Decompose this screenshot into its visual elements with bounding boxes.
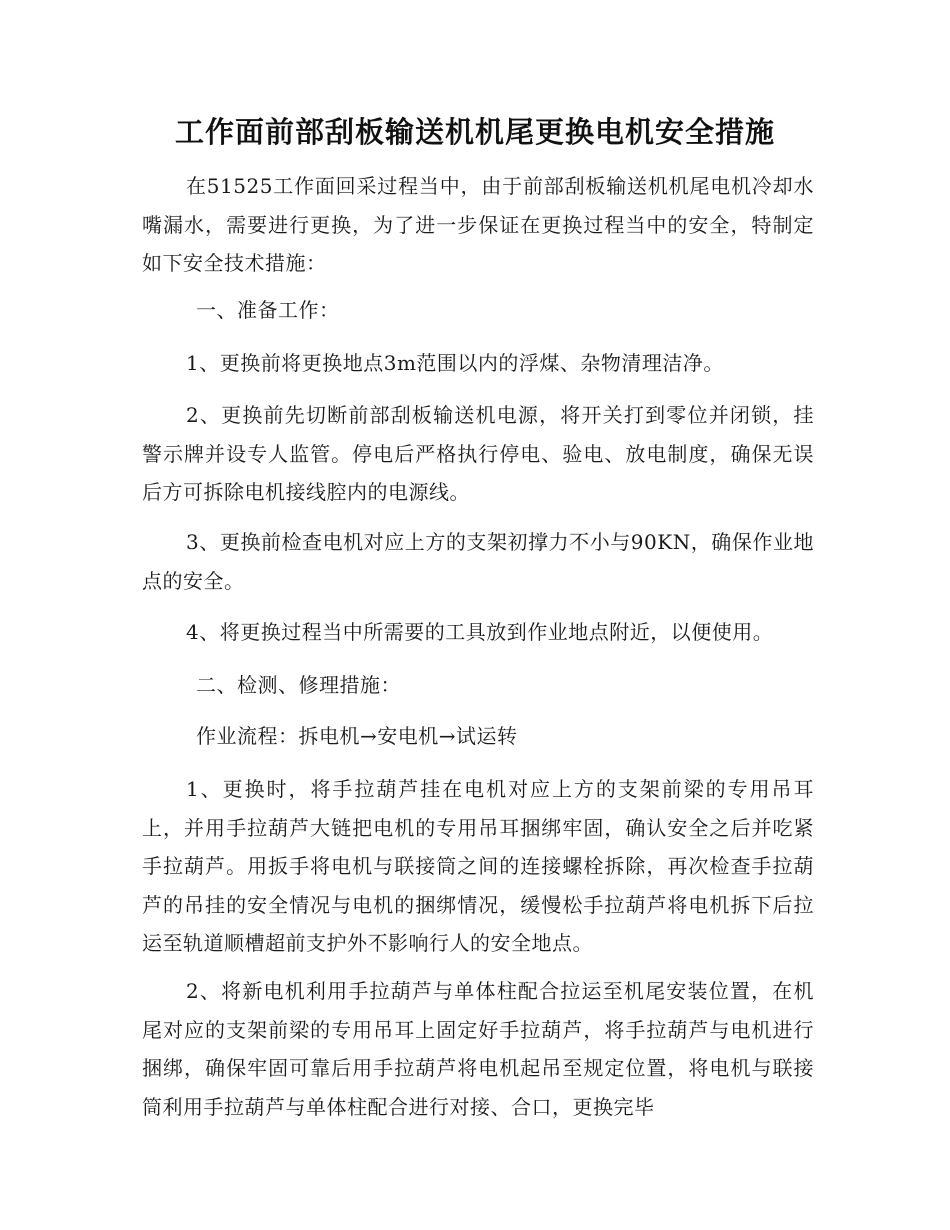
preparation-item-1: 1、更换前将更换地点3m范围以内的浮煤、杂物清理洁净。 — [186, 351, 724, 375]
preparation-item-2: 2、更换前先切断前部刮板输送机电源，将开关打到零位并闭锁，挂警示牌并设专人监管。停电后严格执行停电、验电、放电制度，确保无误后方可拆除电机接线腔内的电源线。 — [142, 403, 814, 504]
workflow-line: 作业流程：拆电机→安电机→试运转 — [196, 724, 518, 748]
document-title: 工作面前部刮板输送机机尾更换电机安全措施 — [174, 115, 775, 149]
preparation-item-3: 3、更换前检查电机对应上方的支架初撑力不小与90KN，确保作业地点的安全。 — [142, 530, 814, 593]
inspection-item-1: 1、更换时，将手拉葫芦挂在电机对应上方的支架前梁的专用吊耳上，并用手拉葫芦大链把电机的专用吊耳捆绑牢固，确认安全之后并吃紧手拉葫芦。用扳手将电机与联接筒之间的连接螺栓拆除，再次检查手拉葫芦的吊挂的安全情况与电机的捆绑情况，缓慢松手拉葫芦将电机拆下后拉运至轨道顺槽超前支护外不影响行人的安全地点。 — [142, 777, 814, 955]
inspection-item-2: 2、将新电机利用手拉葫芦与单体柱配合拉运至机尾安装位置，在机尾对应的支架前梁的专用吊耳上固定好手拉葫芦，将手拉葫芦与电机进行捆绑，确保牢固可靠后用手拉葫芦将电机起吊至规定位置，将电机与联接筒利用手拉葫芦与单体柱配合进行对接、合口，更换完毕 — [142, 979, 814, 1119]
preparation-item-4: 4、将更换过程当中所需要的工具放到作业地点附近，以便使用。 — [186, 620, 774, 644]
section-heading-inspection: 二、检测、修理措施： — [196, 673, 401, 697]
section-heading-preparation: 一、准备工作： — [196, 298, 340, 322]
intro-paragraph: 在51525工作面回采过程当中，由于前部刮板输送机机尾电机冷却水嘴漏水，需要进行更换，为了进一步保证在更换过程当中的安全，特制定如下安全技术措施： — [142, 174, 814, 275]
